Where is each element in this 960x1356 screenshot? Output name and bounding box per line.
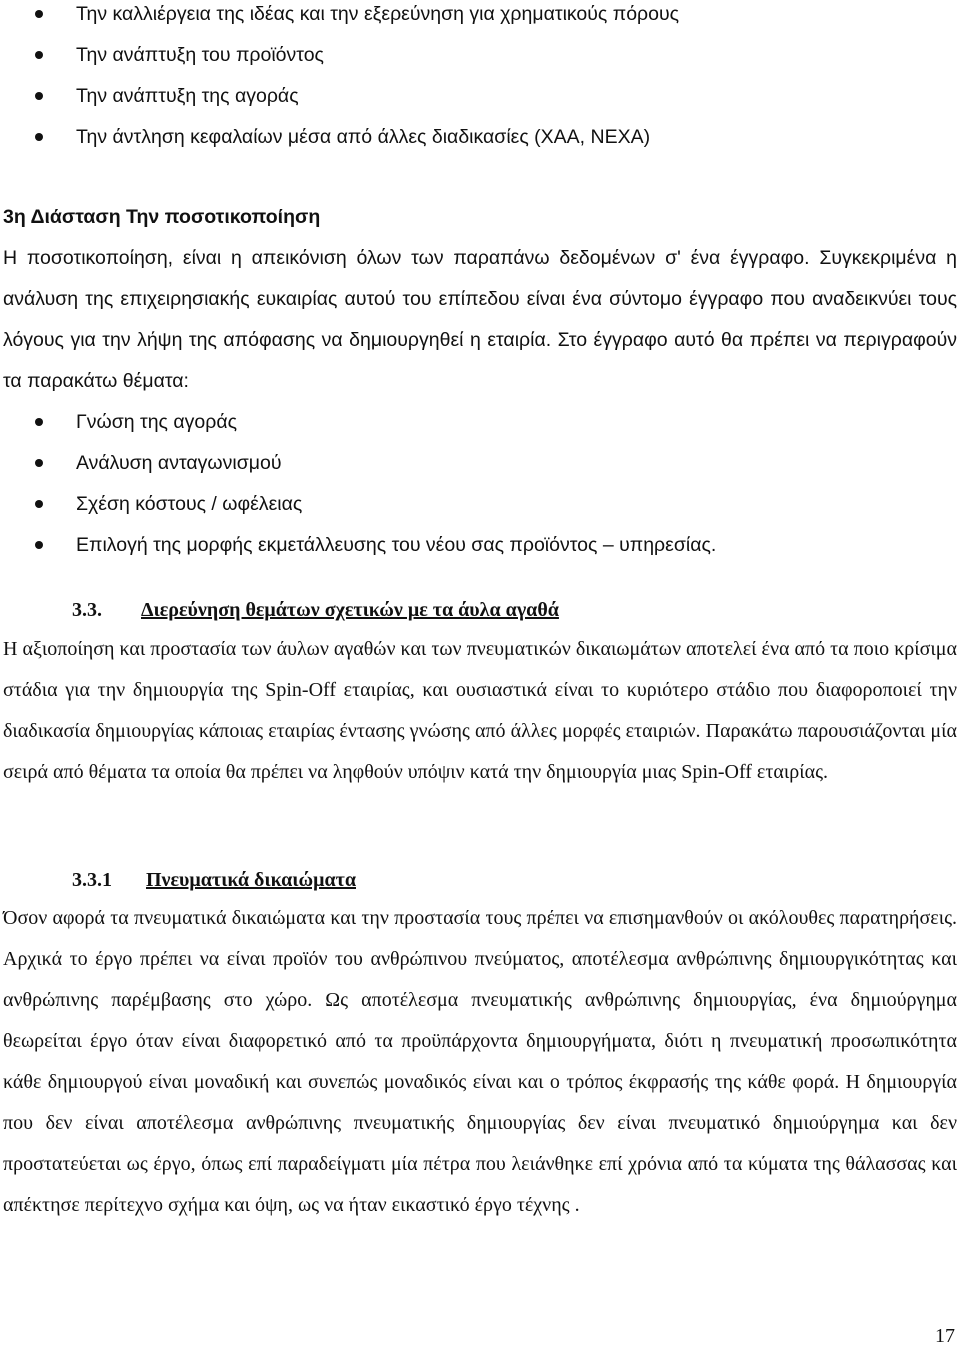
- list-item: Την καλλιέργεια της ιδέας και την εξερεύνηση για χρηματικούς πόρους: [3, 0, 957, 35]
- top-bullet-list: [3, 0, 957, 158]
- subsection-title: Πνευματικά δικαιώματα: [146, 869, 356, 891]
- subsection-number: 3.3.1: [72, 869, 112, 891]
- section-number: 3.3.: [72, 599, 102, 621]
- list-item: Την ανάπτυξη του προϊόντος: [3, 35, 957, 76]
- bullet-icon: [35, 51, 43, 59]
- subsection-heading: [72, 860, 952, 901]
- section-heading: [72, 590, 952, 631]
- subsection-paragraph: Όσον αφορά τα πνευματικά δικαιώματα και την προστασία τους πρέπει να επισημανθούν οι ακόλουθες παρατηρήσεις. Αρχικά το έργο πρέπει να είναι προϊόν του ανθρώπινου πνεύματος, αποτέλεσμα ανθρώπινης δημιουργικότητας και ανθρώπινης παρέμβασης στο χώρο. Ως αποτέλεσμα πνευματικής ανθρώπινης δημιουργίας, ένα δημιούργημα θεωρείται έργο όταν είναι διαφορετικό από τα προϋπάρχοντα δημιουργήματα, διότι η πνευματική προσωπικότητα κάθε δημιουργού είναι μοναδική και συνεπώς μοναδικός είναι και ο τρόπος έκφρασής της κάθε φορά. Η δημιουργία που δεν είναι αποτέλεσμα ανθρώπινης πνευματικής δημιουργίας δεν είναι πνευματικό δημιούργημα και δεν προστατεύεται ως έργο, όπως επί παραδείγματι μία πέτρα που λειάνθηκε επί χρόνια από τα κύματα της θάλασσας και απέκτησε περίτεχνο σχήμα και όψη, ως να ήταν εικαστικό έργο τέχνης .: [3, 907, 957, 1216]
- list-item: Την ανάπτυξη της αγοράς: [3, 76, 957, 117]
- topics-bullet-list: [3, 402, 957, 566]
- list-item: Επιλογή της μορφής εκμετάλλευσης του νέου σας προϊόντος – υπηρεσίας.: [3, 525, 957, 566]
- bullet-icon: [35, 92, 43, 100]
- bullet-icon: [35, 541, 43, 549]
- section-title: Διερεύνηση θεμάτων σχετικών με τα άυλα αγαθά: [141, 599, 559, 621]
- list-item: Γνώση της αγοράς: [3, 402, 957, 443]
- bullet-icon: [35, 459, 43, 467]
- section-heading: 3η Διάσταση Την ποσοτικοποίηση: [3, 206, 321, 228]
- list-item: Ανάλυση ανταγωνισμού: [3, 443, 957, 484]
- section-paragraph: Η ποσοτικοποίηση, είναι η απεικόνιση όλων των παραπάνω δεδομένων σ' ένα έγγραφο. Συγκεκριμένα η ανάλυση της επιχειρησιακής ευκαιρίας αυτού του επίπεδου είναι ένα σύντομο έγγραφο που αναδεικνύει τους λόγους για την λήψη της απόφασης να δημιουργηθεί η εταιρία. Στο έγγραφο αυτό θα πρέπει να περιγραφούν τα παρακάτω θέματα:: [3, 247, 957, 392]
- list-item: Σχέση κόστους / ωφέλειας: [3, 484, 957, 525]
- bullet-icon: [35, 10, 43, 18]
- bullet-icon: [35, 133, 43, 141]
- bullet-icon: [35, 418, 43, 426]
- page-number: 17: [935, 1325, 955, 1347]
- bullet-icon: [35, 500, 43, 508]
- section-paragraph: Η αξιοποίηση και προστασία των άυλων αγαθών και των πνευματικών δικαιωμάτων αποτελεί ένα από τα ποιο κρίσιμα στάδια για την δημιουργία της Spin-Off εταιρίας, και ουσιαστικά είναι το κυριότερο στάδιο που διαφοροποιεί την διαδικασία δημιουργίας κάποιας εταιρίας έντασης γνώσης από άλλες μορφές εταιριών. Παρακάτω παρουσιάζονται μία σειρά από θέματα τα οποία θα πρέπει να ληφθούν υπόψιν κατά την δημιουργία μιας Spin-Off εταιρίας.: [3, 638, 957, 783]
- list-item: Την άντληση κεφαλαίων μέσα από άλλες διαδικασίες (ΧΑΑ, ΝΕΧΑ): [3, 117, 957, 158]
